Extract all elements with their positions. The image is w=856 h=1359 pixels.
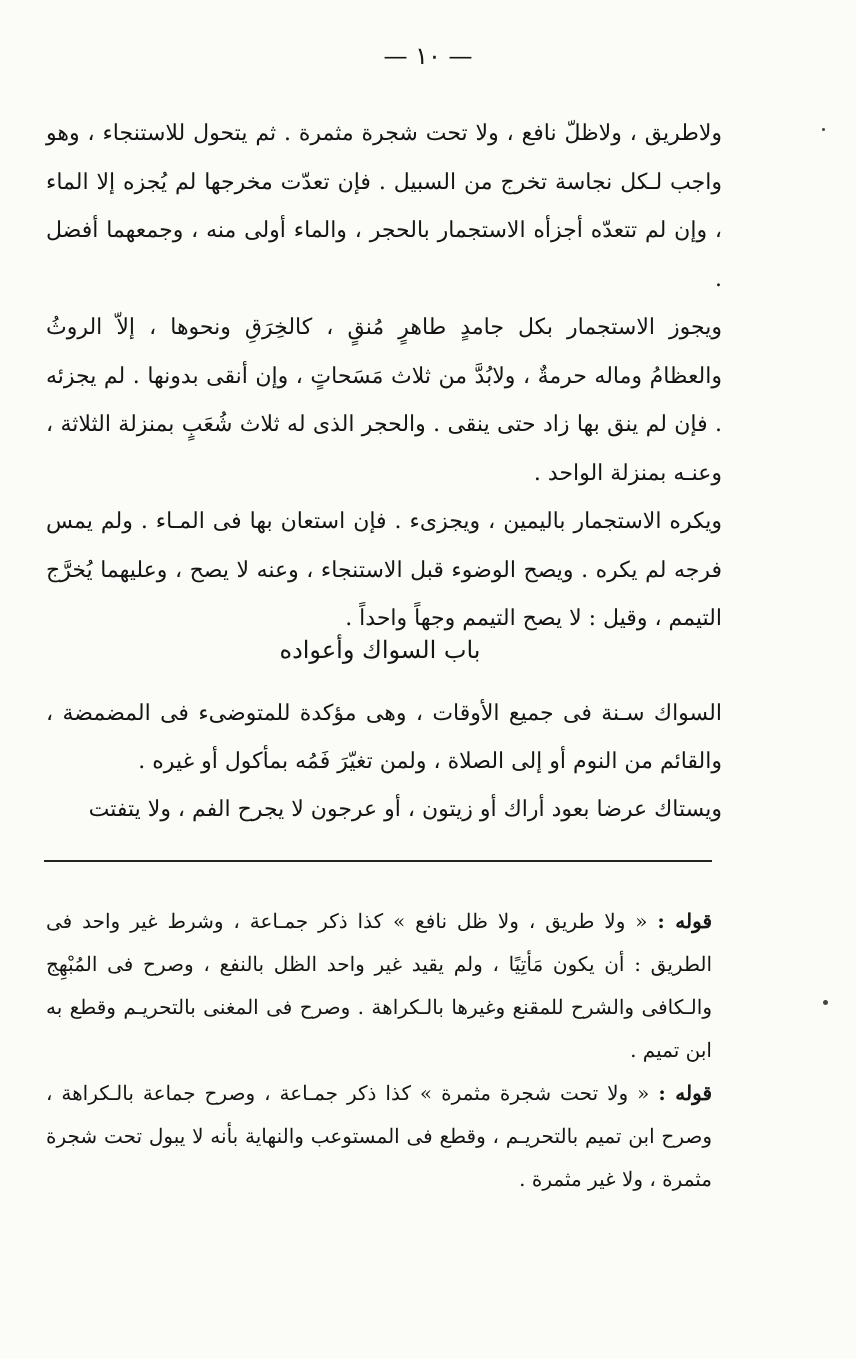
paragraph: السواك سـنة فى جميع الأوقات ، وهى مؤكدة للمتوضىء فى المضمضة ، والقائم من النوم أو إلى الصلاة ، ولمن تغيّرَ فَمُه بمأكول أو غيره . [46, 701, 722, 774]
footnote-label: قوله : [658, 1081, 712, 1105]
footnote-divider [44, 860, 712, 862]
section-text [46, 690, 722, 834]
footnote-text: « ولا طريق ، ولا ظل نافع » كذا ذكر جمـاعة ، وشرط غير واحد فى الطريق : أن يكون مَأتِيًا ، ولم يقيد غير واحد الظل بالنفع ، وصرح فى المُبْهِج والـكافى والشرح للمقنع وغيرها بالـكراهة . وصرح فى المغنى بالتحريـم وقطع به ابن تميم . [46, 909, 712, 1062]
footnote-text: « ولا تحت شجرة مثمرة » كذا ذكر جمـاعة ، وصرح جماعة بالـكراهة ، وصرح ابن تميم بالتحريـم ، وقطع فى المستوعب والنهاية بأنه لا يبول تحت شجرة مثمرة ، ولا غير مثمرة . [46, 1081, 712, 1191]
paragraph: ويستاك عرضا بعود أراك أو زيتون ، أو عرجون لا يجرح الفم ، ولا يتفتت [88, 797, 722, 822]
scan-speck [822, 128, 825, 131]
paragraph: ويكره الاستجمار باليمين ، ويجزىء . فإن استعان بها فى المـاء . ولم يمس فرجه لم يكره . ويصح الوضوء قبل الاستنجاء ، وعنه لا يصح ، وعليهما يُخرَّج التيمم ، وقيل : لا يصح التيمم وجهاً واحداً . [46, 509, 722, 631]
footnote [46, 1072, 712, 1201]
section-heading: باب السواك وأعواده [279, 636, 481, 664]
footnotes [46, 900, 712, 1201]
footnote [46, 900, 712, 1072]
main-text [46, 110, 722, 644]
scan-speck [823, 1000, 828, 1005]
page-number: — ١٠ — [383, 42, 473, 70]
footnote-label: قوله : [657, 909, 713, 933]
paragraph: ويجوز الاستجمار بكل جامدٍ طاهرٍ مُنقٍ ، كالخِرَقِ ونحوها ، إلاّ الروثُ والعظامُ وماله حرمةٌ ، ولابُدَّ من ثلاث مَسَحاتٍ ، وإن أنقى بدونها . لم يجزئه . فإن لم ينق بها زاد حتى ينقى . والحجر الذى له ثلاث شُعَبٍ بمنزلة الثلاثة ، وعنـه بمنزلة الواحد . [46, 315, 722, 486]
paragraph: ولاطريق ، ولاظلّ نافع ، ولا تحت شجرة مثمرة . ثم يتحول للاستنجاء ، وهو واجب لـكل نجاسة تخرج من السبيل . فإن تعدّت مخرجها لم يُجزه إلا الماء ، وإن لم تتعدّه أجزأه الاستجمار بالحجر ، والماء أولى منه ، وجمعهما أفضل . [46, 121, 722, 292]
